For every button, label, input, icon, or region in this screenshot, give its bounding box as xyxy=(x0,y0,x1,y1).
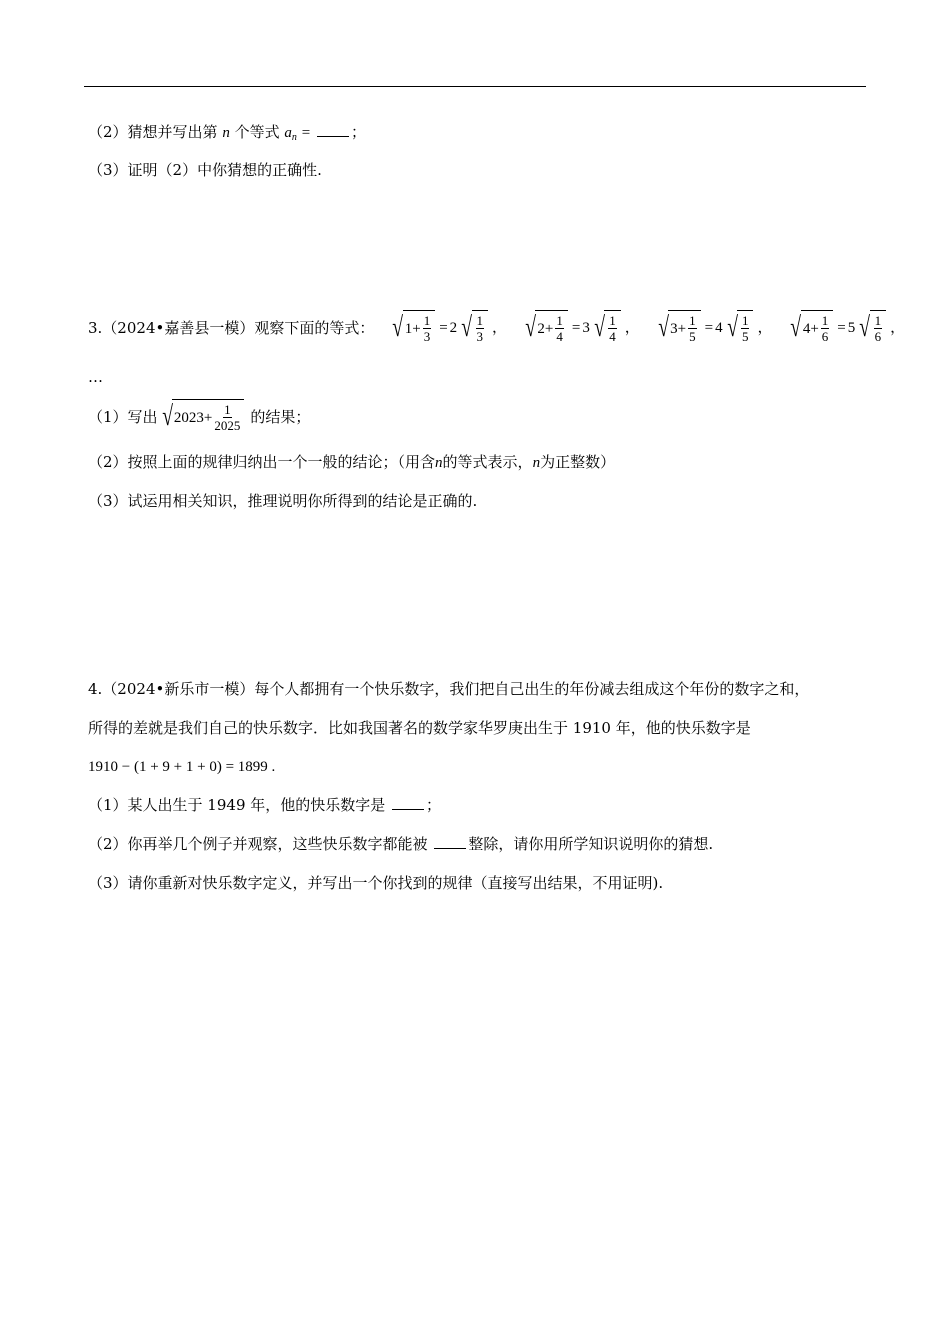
eq-den: 5 xyxy=(741,329,749,344)
q2-part2-var: n xyxy=(222,125,230,141)
q3-part2-var1: n xyxy=(435,455,443,471)
sqrt-left: √ 4 + $\frac{1}{6}$ xyxy=(788,310,833,346)
q2-part2-prefix: （2）猜想并写出第 xyxy=(88,123,218,141)
q3-stem: 3.（2024•嘉善县一模）观察下面的等式： xyxy=(88,319,375,337)
q4-stem-line1: 4.（2024•新乐市一模）每个人都拥有一个快乐数字，我们把自己出生的年份减去组成这个年份的数字之和， xyxy=(88,680,810,698)
eq-num: 1 xyxy=(556,313,563,328)
eq-int: 3 xyxy=(670,320,678,337)
q3-part2-a: （2）按照上面的规律归纳出一个一般的结论；（用含 xyxy=(88,453,436,471)
q3-part1-sqrt: √ 2023 + $\frac{1}{2025}$ xyxy=(160,399,245,435)
q3-part1-den: 2025 xyxy=(214,418,241,433)
sqrt-left: √ 2 + $\frac{1}{4}$ xyxy=(523,310,568,346)
answer-blank[interactable] xyxy=(434,834,466,849)
q3-part1-num: 1 xyxy=(224,402,231,417)
q4-part1-a: （1）某人出生于 1949 年，他的快乐数字是 xyxy=(88,796,386,814)
sqrt-left: √ 1 + $\frac{1}{3}$ xyxy=(390,310,435,346)
q4-part2-b: 整除，请你用所学知识说明你的猜想. xyxy=(468,835,714,853)
eq-num: 1 xyxy=(874,313,882,328)
eq-coef: 2 xyxy=(449,320,458,336)
q4-part3: （3）请你重新对快乐数字定义，并写出一个你找到的规律（直接写出结果，不用证明). xyxy=(88,874,664,892)
eq-coef: 4 xyxy=(715,320,723,336)
q2-part2-eq: = xyxy=(301,125,311,141)
q3-part1-int: 2023 xyxy=(173,409,204,426)
eq-num: 1 xyxy=(476,313,484,328)
q4-part1 xyxy=(88,795,441,815)
q3-part2 xyxy=(88,452,615,473)
q3-stem-line xyxy=(88,308,905,348)
eq-num: 1 xyxy=(423,313,431,328)
eq-num: 1 xyxy=(609,313,616,328)
eq-den: 4 xyxy=(609,329,616,344)
eq-num: 1 xyxy=(741,313,749,328)
sqrt-left: √ 3 + $\frac{1}{5}$ xyxy=(656,310,701,346)
q4-part2 xyxy=(88,834,713,854)
eq-int: 4 xyxy=(802,320,811,337)
eq-den: 3 xyxy=(476,329,484,344)
q3-part1 xyxy=(88,396,310,438)
eq-int: 1 xyxy=(404,320,413,337)
answer-blank[interactable] xyxy=(392,795,424,810)
q3-part2-var2: n xyxy=(532,455,541,471)
q3-part1-prefix: （1）写出 xyxy=(88,408,158,426)
q4-stem-line3: 1910 − (1 + 9 + 1 + 0) = 1899 . xyxy=(88,759,276,775)
q3-equation: √ 2 + $\frac{1}{4}$ = 3 √ $\frac{1}{4}$ ， xyxy=(521,310,640,346)
sqrt-right: √ $\frac{1}{3}$ xyxy=(459,310,488,346)
eq-den: 5 xyxy=(689,329,696,344)
q3-equation: √ 1 + $\frac{1}{3}$ = 2 √ $\frac{1}{3}$ ， xyxy=(388,310,507,346)
eq-den: 6 xyxy=(874,329,882,344)
q3-part2-b: 的等式表示， xyxy=(442,453,533,471)
q4-stem-line2: 所得的差就是我们自己的快乐数字．比如我国著名的数学家华罗庚出生于 1910 年，他的快乐数字是 xyxy=(88,719,751,737)
eq-den: 4 xyxy=(556,329,563,344)
sqrt-right: √ $\frac{1}{5}$ xyxy=(725,310,754,346)
q3-equation: √ 4 + $\frac{1}{6}$ = 5 √ $\frac{1}{6}$ ， xyxy=(786,310,905,346)
q4-part2-a: （2）你再举几个例子并观察，这些快乐数字都能被 xyxy=(88,835,428,853)
q3-ellipsis: … xyxy=(88,368,103,386)
sqrt-right: √ $\frac{1}{4}$ xyxy=(592,310,621,346)
q4-part1-b: ； xyxy=(426,796,442,814)
q2-part2-end: ； xyxy=(350,123,366,141)
answer-blank[interactable] xyxy=(317,122,349,137)
q3-equation: √ 3 + $\frac{1}{5}$ = 4 √ $\frac{1}{5}$ ， xyxy=(654,310,773,346)
eq-int: 2 xyxy=(537,320,545,337)
eq-coef: 3 xyxy=(582,320,590,336)
q2-part2 xyxy=(88,122,366,148)
header-rule xyxy=(84,86,866,87)
q3-equations xyxy=(374,310,905,346)
q2-part2-sub: n xyxy=(291,132,297,143)
q3-part2-c: 为正整数） xyxy=(540,453,616,471)
eq-den: 3 xyxy=(423,329,431,344)
sqrt-right: √ $\frac{1}{6}$ xyxy=(857,310,886,346)
q3-part3: （3）试运用相关知识，推理说明你所得到的结论是正确的. xyxy=(88,492,478,510)
eq-den: 6 xyxy=(821,329,829,344)
eq-num: 1 xyxy=(689,313,696,328)
eq-num: 1 xyxy=(821,313,829,328)
q2-part2-mid: 个等式 xyxy=(234,123,280,141)
q2-part3: （3）证明（2）中你猜想的正确性. xyxy=(88,161,322,179)
eq-coef: 5 xyxy=(847,320,856,336)
q3-part1-suffix: 的结果； xyxy=(250,408,311,426)
q2-part2-a: a xyxy=(284,125,292,141)
